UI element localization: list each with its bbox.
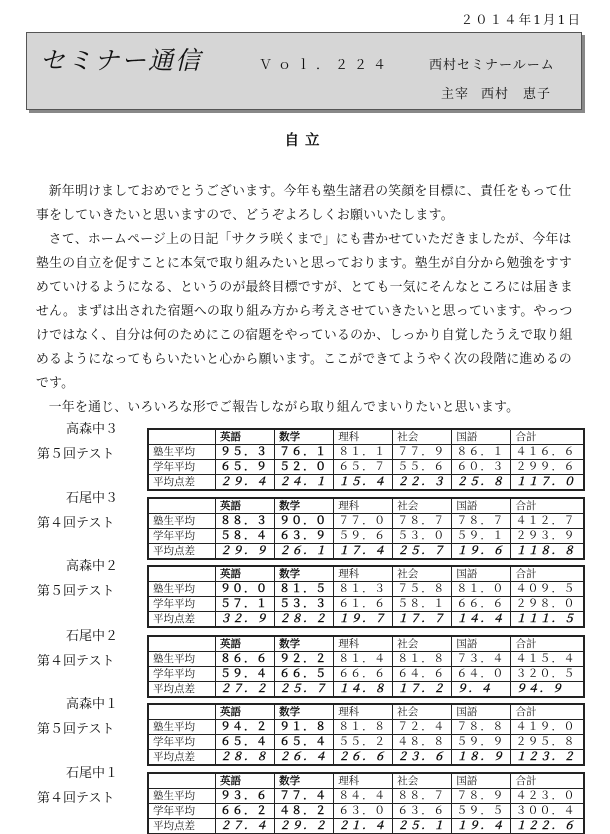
score-cell: ６５．４ bbox=[275, 735, 334, 750]
column-header: 英語 bbox=[216, 774, 275, 789]
table-row bbox=[149, 460, 584, 475]
score-cell: ８４．４ bbox=[334, 789, 393, 804]
score-cell: ２９５．８ bbox=[511, 735, 584, 750]
score-cell: ３２０．５ bbox=[511, 667, 584, 682]
score-cell: ７８．９ bbox=[452, 789, 511, 804]
table-row bbox=[149, 682, 584, 697]
row-label: 塾生平均 bbox=[149, 445, 216, 460]
column-header: 合計 bbox=[511, 705, 584, 720]
column-header: 合計 bbox=[511, 637, 584, 652]
score-cell: ６０．３ bbox=[452, 460, 511, 475]
test-name: 第４回テスト bbox=[37, 791, 115, 806]
score-cell: ９４．９ bbox=[511, 682, 584, 697]
column-header: 社会 bbox=[393, 499, 452, 514]
score-cell: ６３．９ bbox=[275, 529, 334, 544]
table-header-row bbox=[149, 637, 584, 652]
score-cell: １２３．２ bbox=[511, 750, 584, 765]
row-label: 学年平均 bbox=[149, 804, 216, 819]
score-cell: ７７．９ bbox=[393, 445, 452, 460]
score-cell: ６５．７ bbox=[334, 460, 393, 475]
table-row bbox=[149, 819, 584, 834]
score-cell: ２９．９ bbox=[216, 544, 275, 559]
score-cell: ８１．４ bbox=[334, 652, 393, 667]
column-header: 合計 bbox=[511, 499, 584, 514]
test-name: 第５回テスト bbox=[37, 447, 115, 462]
column-header: 英語 bbox=[216, 705, 275, 720]
score-cell: １５．４ bbox=[334, 475, 393, 490]
score-cell: １７．２ bbox=[393, 682, 452, 697]
table-row bbox=[149, 667, 584, 682]
score-cell: １９．６ bbox=[452, 544, 511, 559]
score-cell: ８１．０ bbox=[452, 582, 511, 597]
row-label: 塾生平均 bbox=[149, 514, 216, 529]
score-cell: ２９３．９ bbox=[511, 529, 584, 544]
table-row bbox=[149, 514, 584, 529]
column-header: 理科 bbox=[334, 637, 393, 652]
score-cell: ２９９．６ bbox=[511, 460, 584, 475]
score-cell: ７７．０ bbox=[334, 514, 393, 529]
score-cell: ４１２．７ bbox=[511, 514, 584, 529]
paragraph: 新年明けましておめでとうございます。今年も塾生諸君の笑顔を目標に、責任をもって仕事をしていきたいと思いますので、どうぞよろしくお願いいたします。 bbox=[36, 184, 572, 223]
score-table bbox=[148, 636, 584, 697]
column-header: 理科 bbox=[334, 567, 393, 582]
table-row bbox=[149, 720, 584, 735]
test-name: 第５回テスト bbox=[37, 722, 115, 737]
row-label: 平均点差 bbox=[149, 475, 216, 490]
score-cell: ２５．８ bbox=[452, 475, 511, 490]
row-label: 塾生平均 bbox=[149, 582, 216, 597]
column-header: 数学 bbox=[275, 430, 334, 445]
row-label: 平均点差 bbox=[149, 612, 216, 627]
column-header bbox=[149, 499, 216, 514]
article-title: 自立 bbox=[284, 133, 326, 149]
score-cell: ５９．９ bbox=[452, 735, 511, 750]
score-cell: ９３．６ bbox=[216, 789, 275, 804]
column-header: 社会 bbox=[393, 774, 452, 789]
volume-number: Ｖｏｌ．２２４ bbox=[259, 58, 393, 73]
score-cell: ７５．８ bbox=[393, 582, 452, 597]
score-cell: ２９．２ bbox=[275, 819, 334, 834]
author-line bbox=[441, 83, 563, 102]
table-row bbox=[149, 750, 584, 765]
score-cell: ８６．１ bbox=[452, 445, 511, 460]
column-header: 数学 bbox=[275, 637, 334, 652]
table-header-row bbox=[149, 705, 584, 720]
row-label: 塾生平均 bbox=[149, 652, 216, 667]
score-cell: ９５．３ bbox=[216, 445, 275, 460]
column-header bbox=[149, 705, 216, 720]
score-cell: ６５．９ bbox=[216, 460, 275, 475]
column-header: 社会 bbox=[393, 430, 452, 445]
score-cell: ６６．２ bbox=[216, 804, 275, 819]
score-cell: ６６．６ bbox=[452, 597, 511, 612]
score-cell: ７８．７ bbox=[452, 514, 511, 529]
score-cell: ２９８．０ bbox=[511, 597, 584, 612]
table-row bbox=[149, 475, 584, 490]
score-cell: ２３．６ bbox=[393, 750, 452, 765]
test-name: 第４回テスト bbox=[37, 516, 115, 531]
score-cell: ６４．６ bbox=[393, 667, 452, 682]
row-label: 平均点差 bbox=[149, 544, 216, 559]
score-cell: ８８．７ bbox=[393, 789, 452, 804]
column-header: 国語 bbox=[452, 774, 511, 789]
score-cell: ９０．０ bbox=[275, 514, 334, 529]
article-body bbox=[36, 180, 584, 420]
table-row bbox=[149, 544, 584, 559]
column-header: 理科 bbox=[334, 774, 393, 789]
score-cell: １２２．６ bbox=[511, 819, 584, 834]
column-header: 国語 bbox=[452, 499, 511, 514]
score-cell: １８．９ bbox=[452, 750, 511, 765]
column-header: 社会 bbox=[393, 705, 452, 720]
score-cell: ３２．９ bbox=[216, 612, 275, 627]
score-cell: ４１６．６ bbox=[511, 445, 584, 460]
score-cell: ７８．７ bbox=[393, 514, 452, 529]
score-cell: ８１．８ bbox=[393, 652, 452, 667]
column-header bbox=[149, 430, 216, 445]
column-header: 理科 bbox=[334, 430, 393, 445]
score-cell: ４２３．０ bbox=[511, 789, 584, 804]
score-cell: ８１．１ bbox=[334, 445, 393, 460]
score-table bbox=[148, 498, 584, 559]
school-name: 石尾中２ bbox=[66, 629, 119, 644]
score-cell: １４．４ bbox=[452, 612, 511, 627]
score-cell: ６６．５ bbox=[275, 667, 334, 682]
score-cell: ２６．１ bbox=[275, 544, 334, 559]
score-cell: １７．４ bbox=[334, 544, 393, 559]
score-cell: ２４．１ bbox=[275, 475, 334, 490]
issue-date: ２０１４年1月1日 bbox=[460, 12, 582, 27]
score-cell: ６５．４ bbox=[216, 735, 275, 750]
column-header: 数学 bbox=[275, 774, 334, 789]
score-cell: １４．８ bbox=[334, 682, 393, 697]
newsletter-title: セミナー通信 bbox=[40, 46, 203, 75]
table-row bbox=[149, 445, 584, 460]
column-header: 社会 bbox=[393, 567, 452, 582]
column-header: 理科 bbox=[334, 705, 393, 720]
table-header-row bbox=[149, 774, 584, 789]
column-header: 国語 bbox=[452, 705, 511, 720]
score-cell: ５８．４ bbox=[216, 529, 275, 544]
row-label: 学年平均 bbox=[149, 460, 216, 475]
score-cell: ６６．６ bbox=[334, 667, 393, 682]
school-name: 高森中２ bbox=[66, 559, 119, 574]
score-cell: ５３．０ bbox=[393, 529, 452, 544]
score-cell: ６４．０ bbox=[452, 667, 511, 682]
score-cell: １７．７ bbox=[393, 612, 452, 627]
test-name: 第５回テスト bbox=[37, 584, 115, 599]
score-cell: ８８．３ bbox=[216, 514, 275, 529]
score-cell: ５９．５ bbox=[452, 804, 511, 819]
score-cell: ４０９．５ bbox=[511, 582, 584, 597]
row-label: 塾生平均 bbox=[149, 720, 216, 735]
score-cell: ５５．６ bbox=[393, 460, 452, 475]
column-header: 数学 bbox=[275, 705, 334, 720]
author-name: 西村 恵子 bbox=[481, 87, 552, 102]
score-cell: ７６．１ bbox=[275, 445, 334, 460]
table-row bbox=[149, 789, 584, 804]
newsletter-header bbox=[26, 32, 582, 110]
school-name: 石尾中３ bbox=[66, 491, 119, 506]
score-cell: １１１．５ bbox=[511, 612, 584, 627]
score-cell: ５９．１ bbox=[452, 529, 511, 544]
column-header: 数学 bbox=[275, 499, 334, 514]
column-header: 国語 bbox=[452, 637, 511, 652]
table-row bbox=[149, 612, 584, 627]
column-header bbox=[149, 774, 216, 789]
score-cell: ３００．４ bbox=[511, 804, 584, 819]
score-cell: ２５．７ bbox=[275, 682, 334, 697]
table-header-row bbox=[149, 567, 584, 582]
column-header: 合計 bbox=[511, 774, 584, 789]
organization-name: 西村セミナールーム bbox=[429, 58, 555, 73]
score-table bbox=[148, 704, 584, 765]
column-header: 国語 bbox=[452, 567, 511, 582]
table-header-row bbox=[149, 499, 584, 514]
row-label: 学年平均 bbox=[149, 735, 216, 750]
table-row bbox=[149, 652, 584, 667]
table-row bbox=[149, 735, 584, 750]
table-row bbox=[149, 529, 584, 544]
score-cell: ７８．８ bbox=[452, 720, 511, 735]
row-label: 平均点差 bbox=[149, 750, 216, 765]
table-header-row bbox=[149, 430, 584, 445]
score-cell: １９．４ bbox=[452, 819, 511, 834]
score-cell: ２８．２ bbox=[275, 612, 334, 627]
score-cell: ６３．０ bbox=[334, 804, 393, 819]
column-header: 合計 bbox=[511, 567, 584, 582]
score-cell: ７３．４ bbox=[452, 652, 511, 667]
score-cell: ９０．０ bbox=[216, 582, 275, 597]
score-cell: １１７．０ bbox=[511, 475, 584, 490]
score-cell: ８１．３ bbox=[334, 582, 393, 597]
score-cell: ２１．４ bbox=[334, 819, 393, 834]
score-cell: １１８．８ bbox=[511, 544, 584, 559]
score-cell: ２６．４ bbox=[275, 750, 334, 765]
score-cell: ４１９．０ bbox=[511, 720, 584, 735]
score-cell: ２９．４ bbox=[216, 475, 275, 490]
column-header: 理科 bbox=[334, 499, 393, 514]
score-cell: ６１．６ bbox=[334, 597, 393, 612]
score-cell: ８１．８ bbox=[334, 720, 393, 735]
column-header: 英語 bbox=[216, 430, 275, 445]
column-header: 英語 bbox=[216, 637, 275, 652]
score-cell: ７２．４ bbox=[393, 720, 452, 735]
table-row bbox=[149, 582, 584, 597]
author-role: 主宰 bbox=[441, 87, 470, 102]
column-header bbox=[149, 637, 216, 652]
score-table bbox=[148, 566, 584, 627]
score-cell: ２７．４ bbox=[216, 819, 275, 834]
score-cell: ５９．６ bbox=[334, 529, 393, 544]
table-row bbox=[149, 804, 584, 819]
paragraph: 一年を通じ、いろいろな形でご報告しながら取り組んでまいりたいと思います。 bbox=[48, 400, 520, 415]
score-cell: ４８．２ bbox=[275, 804, 334, 819]
column-header: 社会 bbox=[393, 637, 452, 652]
score-cell: ５８．１ bbox=[393, 597, 452, 612]
score-cell: ２２．３ bbox=[393, 475, 452, 490]
score-cell: ４１５．４ bbox=[511, 652, 584, 667]
score-cell: ５５．２ bbox=[334, 735, 393, 750]
school-name: 高森中３ bbox=[66, 422, 119, 437]
row-label: 平均点差 bbox=[149, 682, 216, 697]
score-cell: １９．７ bbox=[334, 612, 393, 627]
score-cell: ５７．１ bbox=[216, 597, 275, 612]
row-label: 学年平均 bbox=[149, 667, 216, 682]
score-cell: ４８．８ bbox=[393, 735, 452, 750]
paragraph: さて、ホームページ上の日記「サクラ咲くまで」にも書かせていただきましたが、今年は塾生の自立を促すことに本気で取り組みたいと思っております。塾生が自分から勉強をすすめていけるようになる、というのが最終目標ですが、とても一気にそんなところには届きません。まずは出された宿題への取り組み方から考えさせていきたいと思っています。やっつけではなく、自分は何のためにこの宿題をやっているのか、しっかり自覚したうえで取り組めるようになってもらいたいと心から願います。ここができてようやく次の段階に進めるのです。 bbox=[36, 232, 573, 391]
table-row bbox=[149, 597, 584, 612]
school-name: 石尾中１ bbox=[66, 766, 119, 781]
score-cell: ２８．８ bbox=[216, 750, 275, 765]
row-label: 平均点差 bbox=[149, 819, 216, 834]
score-cell: ９４．２ bbox=[216, 720, 275, 735]
column-header: 英語 bbox=[216, 567, 275, 582]
score-cell: ９．４ bbox=[452, 682, 511, 697]
score-cell: ２５．７ bbox=[393, 544, 452, 559]
row-label: 学年平均 bbox=[149, 529, 216, 544]
row-label: 学年平均 bbox=[149, 597, 216, 612]
column-header: 合計 bbox=[511, 430, 584, 445]
score-cell: ５２．０ bbox=[275, 460, 334, 475]
score-table bbox=[148, 773, 584, 834]
column-header: 国語 bbox=[452, 430, 511, 445]
score-cell: ７７．４ bbox=[275, 789, 334, 804]
score-cell: ２６．６ bbox=[334, 750, 393, 765]
score-cell: ９１．８ bbox=[275, 720, 334, 735]
row-label: 塾生平均 bbox=[149, 789, 216, 804]
column-header bbox=[149, 567, 216, 582]
score-table bbox=[148, 429, 584, 490]
test-name: 第４回テスト bbox=[37, 654, 115, 669]
score-cell: ５９．４ bbox=[216, 667, 275, 682]
score-cell: ６３．６ bbox=[393, 804, 452, 819]
score-cell: ８６．６ bbox=[216, 652, 275, 667]
score-cell: ８１．５ bbox=[275, 582, 334, 597]
column-header: 数学 bbox=[275, 567, 334, 582]
column-header: 英語 bbox=[216, 499, 275, 514]
score-cell: ２５．１ bbox=[393, 819, 452, 834]
score-cell: ２７．２ bbox=[216, 682, 275, 697]
score-cell: ９２．２ bbox=[275, 652, 334, 667]
score-cell: ５３．３ bbox=[275, 597, 334, 612]
school-name: 高森中１ bbox=[66, 697, 119, 712]
